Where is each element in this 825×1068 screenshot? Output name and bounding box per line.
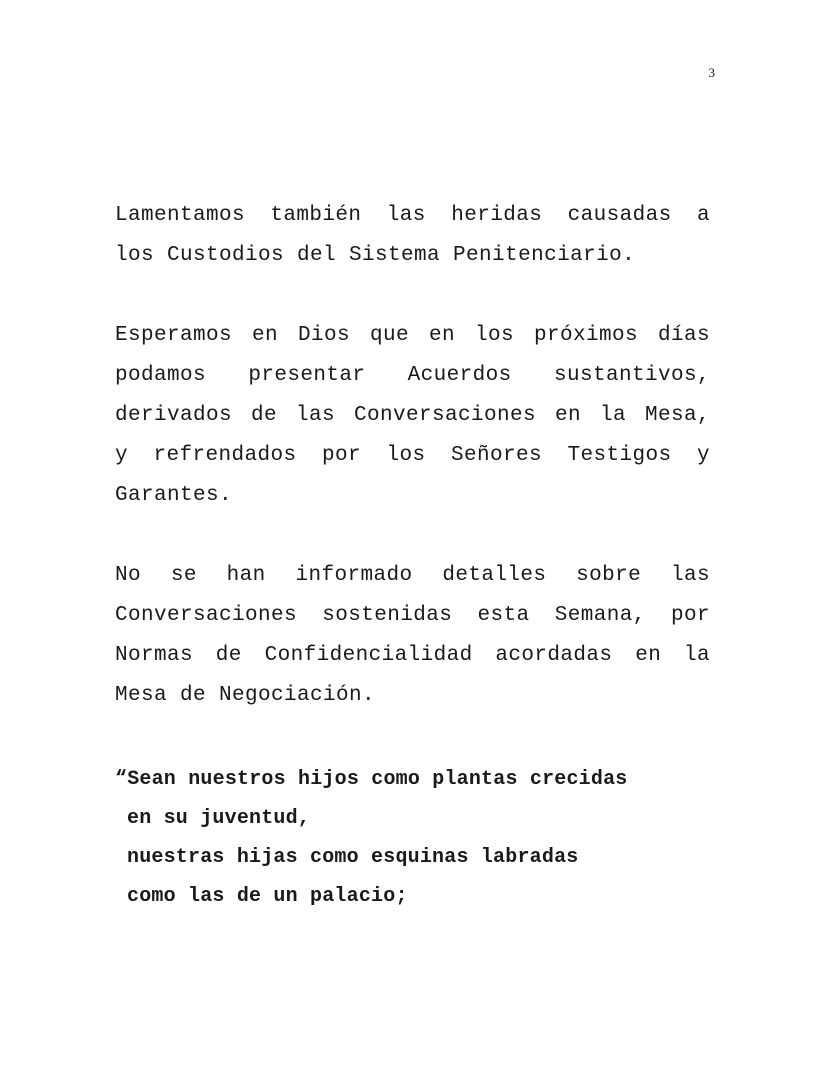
text-line: y refrendados por los Señores Testigos y	[115, 444, 710, 467]
text-line: Lamentamos también las heridas causadas a	[115, 204, 710, 227]
text-line: Mesa de Negociación.	[115, 684, 376, 707]
quote-line: en su juventud,	[127, 807, 311, 830]
text-line: Conversaciones sostenidas esta Semana, por	[115, 604, 710, 627]
paragraph-acuerdos	[115, 316, 710, 516]
text-line: derivados de las Conversaciones en la Mesa,	[115, 404, 710, 427]
text-line: No se han informado detalles sobre las	[115, 564, 710, 587]
paragraph-confidencialidad	[115, 556, 710, 716]
text-line: Esperamos en Dios que en los próximos días	[115, 324, 710, 347]
paragraph-custodios	[115, 196, 710, 276]
document-body	[115, 196, 710, 916]
text-line: Garantes.	[115, 484, 233, 507]
quote-line: “Sean nuestros hijos como plantas crecidas	[115, 768, 628, 791]
psalm-quote	[115, 760, 710, 916]
text-line: podamos presentar Acuerdos sustantivos,	[115, 364, 710, 387]
quote-line: como las de un palacio;	[127, 885, 408, 908]
page-number: 3	[708, 65, 715, 80]
text-line: los Custodios del Sistema Penitenciario.	[115, 244, 636, 267]
text-line: Normas de Confidencialidad acordadas en la	[115, 644, 710, 667]
quote-line: nuestras hijas como esquinas labradas	[127, 846, 579, 869]
